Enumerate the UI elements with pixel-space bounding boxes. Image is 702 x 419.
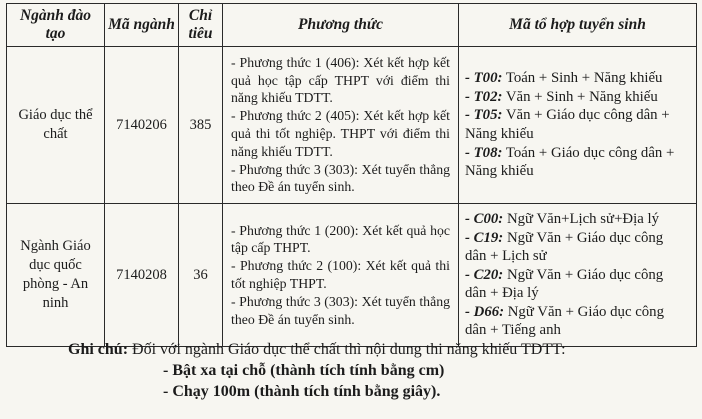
major-cell: Ngành Giáo dục quốc phòng - An ninh bbox=[7, 204, 105, 347]
methods-cell bbox=[223, 204, 459, 347]
admission-table bbox=[6, 3, 697, 347]
header-major: Ngành đào tạo bbox=[7, 4, 105, 47]
note-item: - Bật xa tại chỗ (thành tích tính bằng cm) bbox=[163, 362, 445, 379]
quota-cell: 385 bbox=[179, 47, 223, 204]
combination-code: - T08: bbox=[465, 144, 503, 161]
combination-subjects: Ngữ Văn+Lịch sử+Địa lý bbox=[506, 210, 659, 227]
note-label: Ghi chú: bbox=[68, 341, 129, 358]
combination-code: - T00: bbox=[465, 70, 503, 87]
combination-code: - C19: bbox=[465, 229, 504, 246]
combination-item bbox=[465, 88, 688, 107]
combination-subjects: Toán + Sinh + Năng khiếu bbox=[505, 70, 663, 87]
combination-code: - T05: bbox=[465, 107, 503, 124]
combination-code: - C00: bbox=[465, 210, 504, 227]
combinations-cell bbox=[459, 204, 697, 347]
code-cell: 7140206 bbox=[105, 47, 179, 204]
header-method: Phương thức bbox=[223, 4, 459, 47]
combination-item bbox=[465, 210, 688, 229]
combination-item bbox=[465, 144, 688, 181]
combination-item bbox=[465, 106, 688, 143]
combination-subjects: Văn + Giáo dục công dân + Năng khiếu bbox=[465, 107, 670, 142]
combination-code: - T02: bbox=[465, 88, 503, 105]
combination-subjects: Văn + Sinh + Năng khiếu bbox=[505, 88, 658, 105]
combination-code: - C20: bbox=[465, 266, 504, 283]
code-cell: 7140208 bbox=[105, 204, 179, 347]
note-text: Đối với ngành Giáo dục thể chất thì nội dung thi năng khiếu TDTT: bbox=[132, 341, 566, 358]
combination-item bbox=[465, 303, 688, 340]
header-quota: Chỉ tiêu bbox=[179, 4, 223, 47]
combinations-cell bbox=[459, 47, 697, 204]
note-item: - Chạy 100m (thành tích tính bằng giây). bbox=[163, 383, 441, 400]
header-combination: Mã tổ hợp tuyển sinh bbox=[459, 4, 697, 47]
combination-subjects: Toán + Giáo dục công dân + Năng khiếu bbox=[465, 144, 675, 180]
method-item: - Phương thức 2 (405): Xét kết hợp kết quả thi tốt nghiệp. THPT với điểm thi năng khiếu TDTT. bbox=[231, 108, 450, 159]
table-row bbox=[7, 47, 697, 204]
note-line bbox=[0, 339, 702, 360]
method-item: - Phương thức 3 (303): Xét tuyển thẳng theo Đề án tuyển sinh. bbox=[231, 293, 450, 327]
combination-item bbox=[465, 266, 688, 303]
combination-code: - D66: bbox=[465, 303, 505, 320]
major-cell: Giáo dục thể chất bbox=[7, 47, 105, 204]
method-item: - Phương thức 3 (303): Xét tuyển thẳng theo Đề án tuyển sinh. bbox=[231, 161, 450, 195]
method-item: - Phương thức 1 (406): Xét kết hợp kết quả học tập cấp THPT với điểm thi năng khiếu TDTT. bbox=[231, 54, 450, 106]
combination-subjects: Ngữ Văn + Giáo dục công dân + Tiếng anh bbox=[465, 303, 664, 339]
header-code: Mã ngành bbox=[105, 4, 179, 47]
notes-section bbox=[0, 339, 702, 402]
combination-subjects: Ngữ Văn + Giáo dục công dân + Lịch sử bbox=[465, 229, 664, 265]
combination-item bbox=[465, 69, 688, 88]
quota-cell: 36 bbox=[179, 204, 223, 347]
method-item: - Phương thức 2 (100): Xét kết quả thi tốt nghiệp THPT. bbox=[231, 258, 450, 291]
methods-cell bbox=[223, 47, 459, 204]
table-row bbox=[7, 204, 697, 347]
combination-subjects: Ngữ Văn + Giáo dục công dân + Địa lý bbox=[465, 266, 664, 302]
header-row bbox=[7, 4, 697, 47]
method-item: - Phương thức 1 (200): Xét kết quả học tập cấp THPT. bbox=[231, 222, 450, 256]
combination-item bbox=[465, 229, 688, 266]
